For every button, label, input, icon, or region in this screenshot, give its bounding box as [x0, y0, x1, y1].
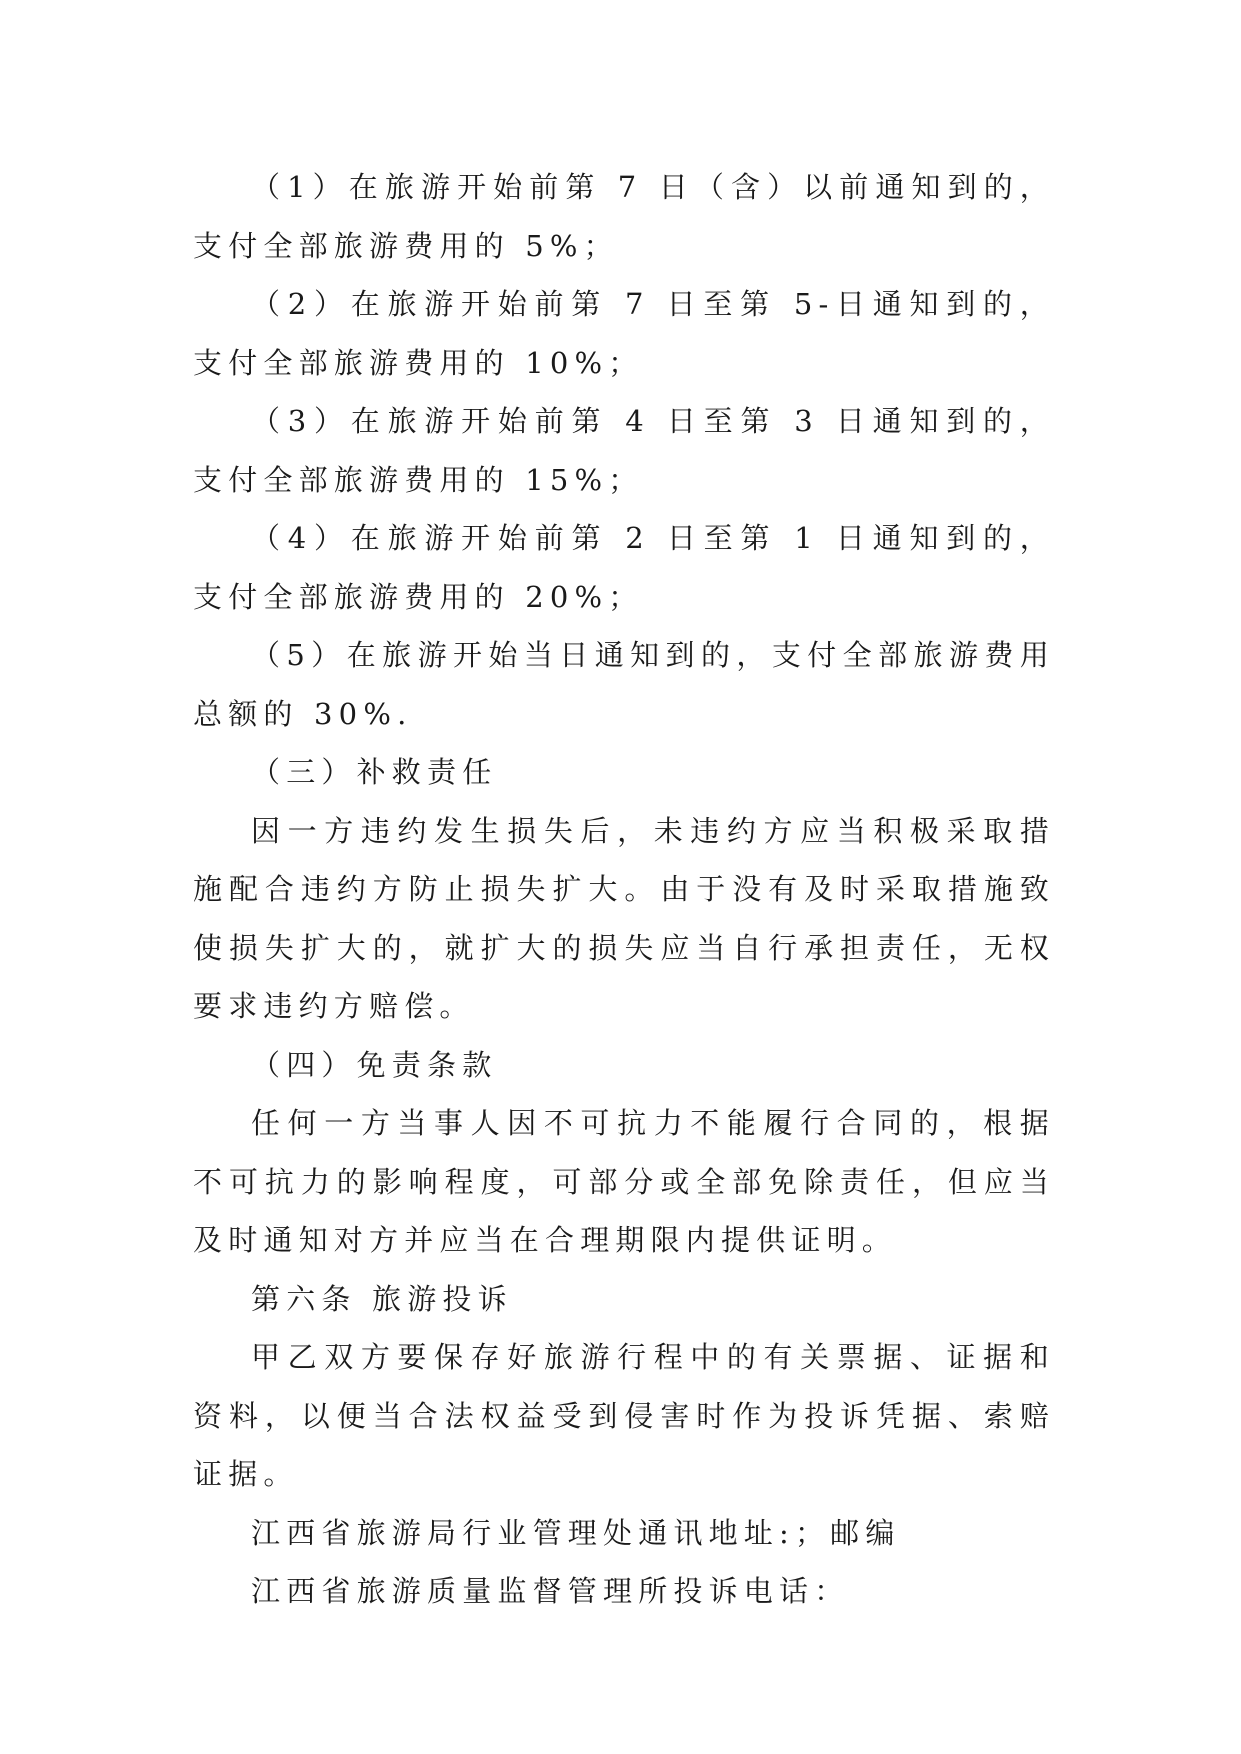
paragraph-cancel-fee-5: （5）在旅游开始当日通知到的，支付全部旅游费用总额的 30%. [193, 638, 1055, 731]
paragraph-cancel-fee-3: （3）在旅游开始前第 4 日至第 3 日通知到的，支付全部旅游费用的 15%； [193, 404, 1055, 497]
paragraph-address: 江西省旅游局行业管理处通讯地址:；邮编 [251, 1515, 901, 1550]
paragraph-complaint: 甲乙双方要保存好旅游行程中的有关票据、证据和资料，以便当合法权益受到侵害时作为投诉凭据、索赔证据。 [193, 1340, 1055, 1491]
paragraph-cancel-fee-4: （4）在旅游开始前第 2 日至第 1 日通知到的，支付全部旅游费用的 20%； [193, 521, 1055, 614]
section-heading-exemption: （四）免责条款 [251, 1047, 498, 1082]
paragraph-cancel-fee-2: （2）在旅游开始前第 7 日至第 5-日通知到的，支付全部旅游费用的 10%； [193, 287, 1055, 380]
paragraph-cancel-fee-1: （1）在旅游开始前第 7 日（含）以前通知到的，支付全部旅游费用的 5%； [193, 170, 1055, 263]
paragraph-phone: 江西省旅游质量监督管理所投诉电话： [251, 1574, 850, 1608]
document-page [193, 158, 1055, 1621]
section-heading-remedy: （三）补救责任 [251, 755, 498, 789]
paragraph-remedy: 因一方违约发生损失后，未违约方应当积极采取措施配合违约方防止损失扩大。由于没有及时采取措施致使损失扩大的，就扩大的损失应当自行承担责任，无权要求违约方赔偿。 [193, 813, 1055, 1023]
paragraph-exemption: 任何一方当事人因不可抗力不能履行合同的，根据不可抗力的影响程度，可部分或全部免除责任，但应当及时通知对方并应当在合理期限内提供证明。 [193, 1106, 1055, 1257]
article-heading-complaint: 第六条 旅游投诉 [251, 1281, 513, 1316]
